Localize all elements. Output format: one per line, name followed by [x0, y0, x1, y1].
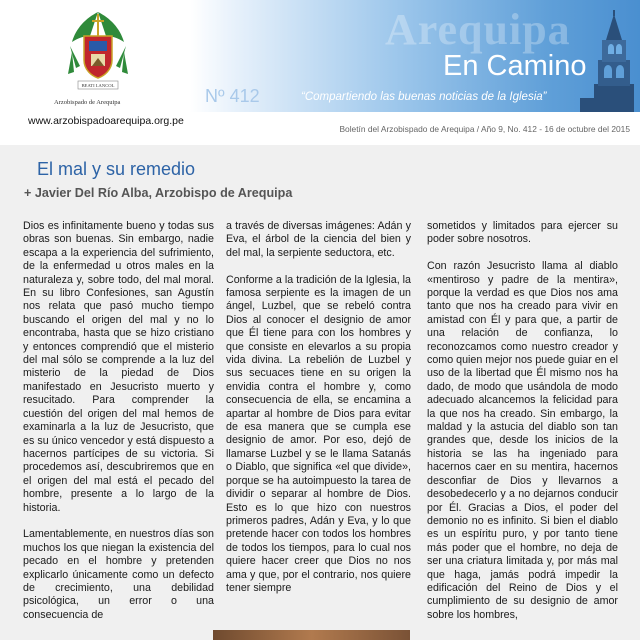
paragraph: Dios es infinitamente bueno y todas sus obras son buenas. Sin embargo, nadie escapa a la experiencia del sufrimiento, de la enfermedad u otros males en la naturaleza y, sobre todo, del mal moral. En su libro Confesiones, san Agustín nos relata que pasó mucho tiempo buscando el origen del mal y no lo encontraba, hasta que se hizo cristiano y entonces comprendió que el misterio del mal sólo se comprende a la luz del misterio de la piedad de Dios manifestado en Jesucristo muerto y resucitado. Para comprender la cuestión del origen del mal hemos de examinarla a la luz de Jesucristo, que es su único vencedor y está dispuesto a hacernos partícipes de su victoria. Si procedemos así, descubriremos que en el origen del mal está el pecado del hombre, presente a lo largo de la historia. — [23, 220, 214, 514]
article-column-2 — [226, 220, 411, 609]
issue-info-line: Boletín del Arzobispado de Arequipa / Año 9, No. 412 - 16 de octubre del 2015 — [339, 124, 630, 134]
paragraph: Conforme a la tradición de la Iglesia, la famosa serpiente es la imagen de un ángel, Luzbel, que se rebeló contra Dios al conocer el designio de amor que Él tiene para con los hombres y que consiste en elevarlos a su propia vida divina. La rebelión de Luzbel y sus secuaces tiene en su origen la envidia contra el hombre y, como consecuencia de ella, se encamina a apartar al hombre de Dios para evitar de esa manera que se cumpla ese designio de amor. Por eso, dejó de llamarse Luzbel y se le llama Satanás o Diablo, que significa «el que divide», porque se ha autoimpuesto la tarea de dividir o separar al hombre de Dios. Esto es lo que hizo con nuestros primeros padres, Adán y Eva, y lo que pretende hacer con todos los hombres de todos los tiempos, para lo cual nos quiere hacer creer que Dios no nos ama y que, por el contrario, nos quiere tener siempre — [226, 273, 411, 594]
archdiocese-crest-icon — [66, 8, 130, 94]
issue-number: Nº 412 — [205, 86, 260, 106]
tagline: “Compartiendo las buenas noticias de la Iglesia” — [301, 91, 547, 103]
article-area — [0, 145, 640, 640]
paragraph: a través de diversas imágenes: Adán y Eva, el árbol de la ciencia del bien y del mal, la serpiente seductora, etc. — [226, 220, 411, 259]
publication-title: En Camino — [443, 50, 587, 82]
article-column-3 — [427, 220, 618, 636]
paragraph: sometidos y limitados para ejercer su poder sobre nosotros. — [427, 220, 618, 246]
paragraph: Con razón Jesucristo llama al diablo «mentiroso y padre de la mentira», porque la verdad es que Dios nos ama tanto que nos ha creado para vivir en amistad con Él y para que, a partir de una relación de confianza, lo reconozcamos como nuestro creador y como quien mejor nos puede guiar en el uso de la libertad que Él mismo nos ha dado, de modo que usándola de modo adecuado alcancemos la felicidad para la que nos ha creado. Sin embargo, la maldad y la astucia del diablo son tan grandes que, desde los inicios de la historia se las ha ingeniado para hacernos caer en su mentira, hacernos desconfiar de Dios y llevarnos a desobedecerlo y a no dejarnos conducir por Él. Gracias a Dios, el poder del demonio no es infinito. Si bien el diablo es un espíritu puro, y por tanto tiene más poder que el hombre, no deja de ser una criatura limitada y, por más mal que haga, jamás podrá impedir la edificación del Reino de Dios y el cumplimiento de su designio de amor sobre los hombres, — [427, 260, 618, 621]
org-caption: Arzobispado de Arequipa — [54, 99, 121, 106]
article-title: El mal y su remedio — [37, 159, 196, 179]
article-column-1 — [23, 220, 214, 636]
paragraph: Lamentablemente, en nuestros días son muchos los que niegan la existencia del pecado en el hombre y pretenden explicarlo únicamente como un defecto de crecimiento, una debilidad psicológica, un error o una consecuencia de — [23, 528, 214, 621]
banner-watermark: Arequipa — [385, 5, 571, 54]
article-author: + Javier Del Río Alba, Arzobispo de Arequipa — [24, 186, 293, 200]
archdiocese-branding — [0, 0, 200, 145]
org-url-link[interactable]: www.arzobispadoarequipa.org.pe — [28, 115, 184, 127]
cathedral-tower-icon — [580, 10, 640, 112]
masthead — [0, 0, 640, 145]
crest-motto: BEATI LANCOL — [81, 83, 115, 88]
article-photo — [213, 630, 410, 640]
